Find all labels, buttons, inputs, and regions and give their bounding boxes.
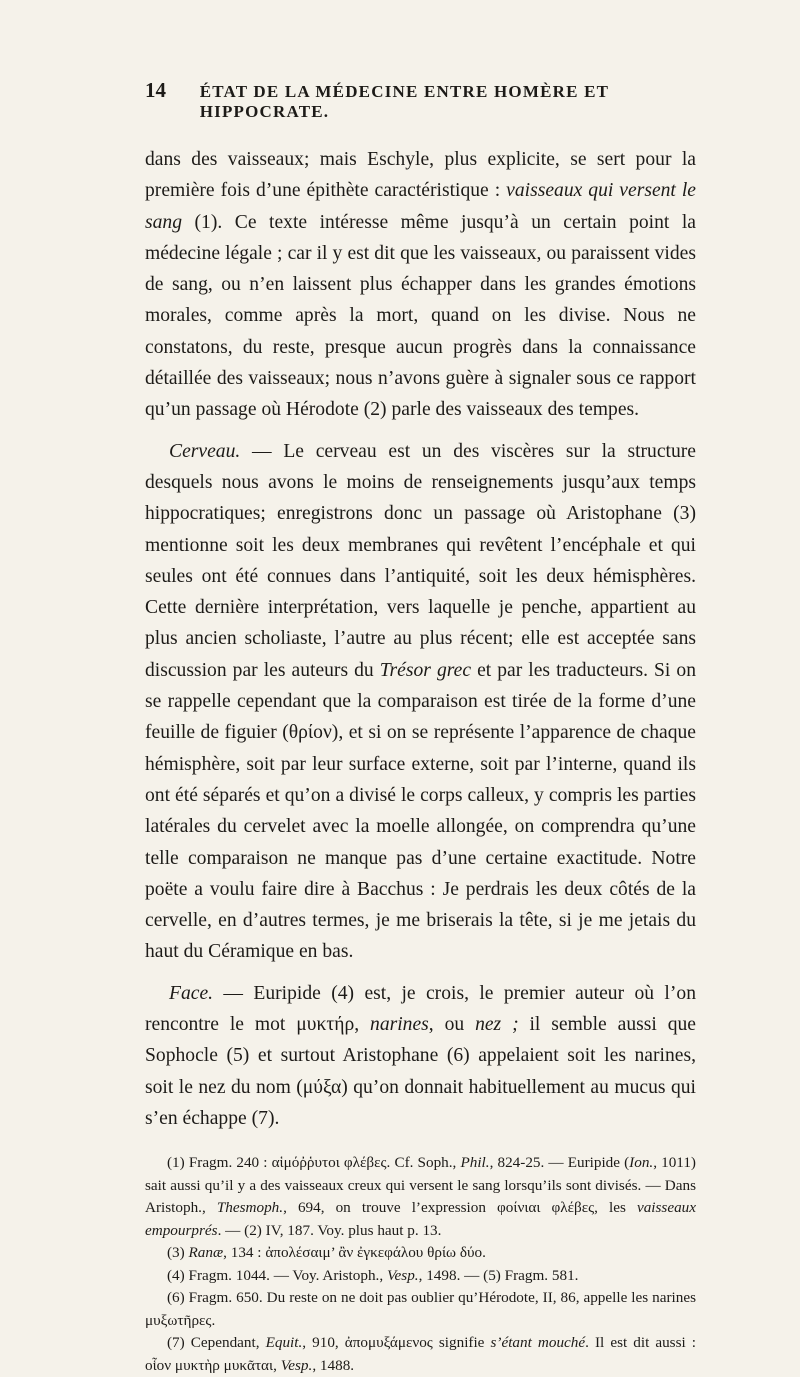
italic-phrase: nez ; [475, 1014, 519, 1036]
text-run: , 1498. — (5) Fragm. 581. [418, 1266, 579, 1284]
text-run: , ou [428, 1014, 476, 1036]
paragraph-vaisseaux [145, 144, 696, 426]
italic-phrase: Equit. [265, 1334, 303, 1352]
main-text [145, 144, 696, 1134]
italic-phrase: vaisseaux qui versent le sang [145, 180, 696, 233]
text-run: (3) [167, 1244, 189, 1262]
footnote-1 [145, 1152, 696, 1242]
text-run: , 694, on trouve l’expression φοίνιαι φλέβες, les [283, 1199, 637, 1217]
text-run: (1). Ce texte intéresse même jusqu’à un certain point la médecine légale ; car il y est dit que les vaisseaux, ou paraissent vides de sang, ou n’en laissent plus échapper dans les grandes émotions morales, comme après la mort, quand on les divise. Nous ne constatons, du reste, presque aucun progrès dans la connaissance détaillée des vaisseaux; nous n’avons guère à signaler sous ce rapport qu’un passage où Hérodote (2) parle des vaisseaux des tempes. [145, 211, 696, 421]
footnote-3 [145, 1242, 696, 1265]
italic-phrase: vaisseaux empourprés [145, 1199, 696, 1239]
text-run: , 1011) sait aussi qu’il y a des vaisseaux creux qui versent le sang lorsqu’ils sont divisés. — Dans Aristoph., [145, 1154, 696, 1217]
text-run: (4) Fragm. 1044. — Voy. Aristoph., [167, 1266, 387, 1284]
footnote-7 [145, 1332, 696, 1377]
page-header [145, 78, 696, 122]
italic-phrase: Trésor grec [379, 659, 472, 681]
text-run: . Il est dit aussi : οἷον μυκτὴρ μυκᾶται, [145, 1334, 697, 1374]
page-number: 14 [145, 78, 166, 102]
italic-phrase: narines [370, 1014, 429, 1036]
text-run: — Le cerveau est un des viscères sur la structure desquels nous avons le moins de renseignements jusqu’aux temps hippocratiques; enregistrons donc un passage où Aristophane (3) mentionne soit les deux membranes qui revêtent l’encéphale et qui seules ont été connues dans l’antiquité, soit les deux hémisphères. Cette dernière interprétation, vers laquelle je penche, appartient au plus ancien scholiaste, l’autre au plus récent; elle est acceptée sans discussion par les auteurs du [145, 440, 696, 681]
text-run: , 1488. [312, 1356, 355, 1374]
text-run: , 910, ἀπομυξάμενος signifie [302, 1334, 491, 1352]
text-run: dans des vaisseaux; mais Eschyle, plus explicite, se sert pour la première fois d’une épithète caractéristique : [145, 149, 696, 202]
paragraph-face [145, 978, 696, 1134]
text-run: — Euripide (4) est, je crois, le premier auteur où l’on rencontre le mot μυκτήρ, [145, 982, 696, 1036]
italic-phrase: Ion. [629, 1154, 654, 1172]
footnote-4 [145, 1265, 696, 1288]
italic-phrase: Vesp. [386, 1266, 419, 1284]
text-run: (7) Cependant, [167, 1334, 266, 1352]
italic-phrase: Phil. [460, 1154, 490, 1172]
running-head: ÉTAT DE LA MÉDECINE ENTRE HOMÈRE ET HIPPOCRATE. [199, 82, 609, 121]
italic-phrase: Thesmoph. [216, 1199, 284, 1217]
italic-phrase: s’étant mouché [490, 1334, 586, 1352]
text-run: , 134 : ἀπολέσαιμ’ ἂν ἐγκεφάλου θρίω δύο. [223, 1244, 486, 1262]
footnote-6: (6) Fragm. 650. Du reste on ne doit pas oublier qu’Hérodote, II, 86, appelle les narines μυξωτῆρες. [145, 1289, 696, 1329]
text-run: , 824-25. — Euripide ( [489, 1154, 630, 1172]
text-run: . — (2) IV, 187. Voy. plus haut p. 13. [217, 1221, 442, 1239]
paragraph-cerveau [145, 436, 696, 968]
text-run: il semble aussi que Sophocle (5) et surtout Aristophane (6) appelaient soit les narines, soit le nez du nom (μύξα) qu’on donnait habituellement au mucus qui s’en échappe (7). [145, 1014, 696, 1129]
text-run: (1) Fragm. 240 : αἱμόῤῥυτοι φλέβες. Cf. Soph., [167, 1154, 461, 1172]
section-title-cerveau: Cerveau. [169, 440, 241, 462]
section-title-face: Face. [169, 982, 214, 1004]
text-run: et par les traducteurs. Si on se rappelle cependant que la comparaison est tirée de la forme d’une feuille de figuier (θρίον), et si on se représente l’apparence de chaque hémisphère, soit par leur surface externe, soit par l’interne, quand ils ont été séparés et qu’on a divisé le corps calleux, y compris les parties latérales du cervelet avec la moelle allongée, on comprendra qu’une telle comparaison ne manque pas d’une certaine exactitude. Notre poëte a voulu faire dire à Bacchus : Je perdrais les deux côtés de la cervelle, en d’autres termes, je me briserais la tête, si je me jetais du haut du Céramique en bas. [145, 659, 696, 963]
footnotes [145, 1152, 696, 1377]
italic-phrase: Ranæ [188, 1244, 224, 1262]
italic-phrase: Vesp. [280, 1356, 313, 1374]
